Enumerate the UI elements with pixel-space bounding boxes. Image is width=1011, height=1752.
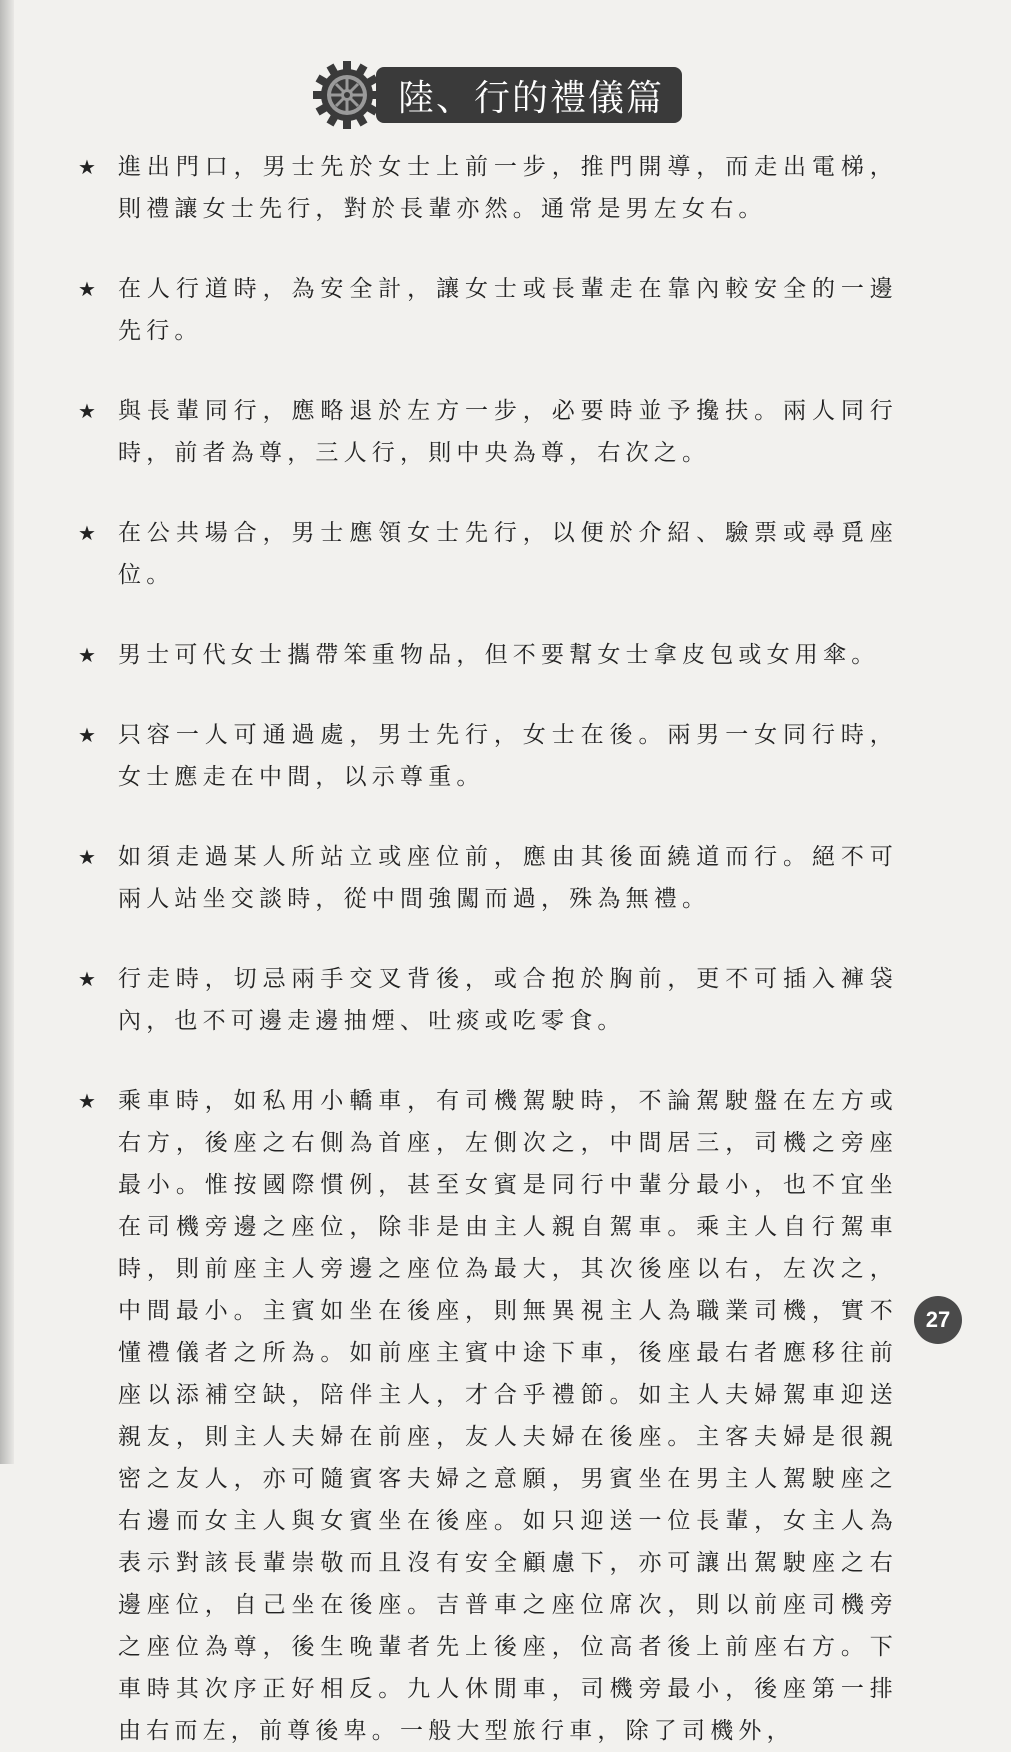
list-item <box>78 146 898 230</box>
star-icon: ★ <box>78 643 96 667</box>
list-item-text: 乘車時，如私用小轎車，有司機駕駛時，不論駕駛盤在左方或右方，後座之右側為首座，左側次之，中間居三，司機之旁座最小。惟按國際慣例，甚至女賓是同行中輩分最小，也不宜坐在司機旁邊之座位，除非是由主人親自駕車。乘主人自行駕車時，則前座主人旁邊之座位為最大，其次後座以右，左次之，中間最小。主賓如坐在後座，則無異視主人為職業司機，實不懂禮儀者之所為。如前座主賓中途下車，後座最右者應移往前座以添補空缺，陪伴主人，才合乎禮節。如主人夫婦駕車迎送親友，則主人夫婦在前座，友人夫婦在後座。主客夫婦是很親密之友人，亦可隨賓客夫婦之意願，男賓坐在男主人駕駛座之右邊而女主人與女賓坐在後座。如只迎送一位長輩，女主人為表示對該長輩崇敬而且沒有安全顧慮下，亦可讓出駕駛座之右邊座位，自己坐在後座。吉普車之座位席次，則以前座司機旁之座位為尊，後生晚輩者先上後座，位高者後上前座右方。下車時其次序正好相反。九人休閒車，司機旁最小，後座第一排由右而左，前尊後卑。一般大型旅行車，除了司機外， <box>118 1088 898 1744</box>
star-icon: ★ <box>78 845 96 869</box>
list-item-text: 行走時，切忌兩手交叉背後，或合抱於胸前，更不可插入褲袋內，也不可邊走邊抽煙、吐痰或吃零食。 <box>118 966 898 1034</box>
list-item-text: 與長輩同行，應略退於左方一步，必要時並予攙扶。兩人同行時，前者為尊，三人行，則中央為尊，右次之。 <box>118 398 898 466</box>
list-item-text: 在公共場合，男士應領女士先行，以便於介紹、驗票或尋覓座位。 <box>118 520 898 588</box>
list-item-text: 只容一人可通過處，男士先行，女士在後。兩男一女同行時，女士應走在中間，以示尊重。 <box>118 722 898 790</box>
star-icon: ★ <box>78 399 96 423</box>
star-icon: ★ <box>78 277 96 301</box>
list-item-text: 如須走過某人所站立或座位前，應由其後面繞道而行。絕不可兩人站坐交談時，從中間強闖而過，殊為無禮。 <box>118 844 898 912</box>
list-item <box>78 1080 898 1752</box>
star-icon: ★ <box>78 723 96 747</box>
section-header <box>312 60 682 130</box>
page-number-badge: 27 <box>914 1296 962 1344</box>
list-item <box>78 836 898 920</box>
star-icon: ★ <box>78 521 96 545</box>
star-icon: ★ <box>78 1089 96 1113</box>
title-box <box>376 67 682 123</box>
page-title: 陸、行的禮儀篇 <box>398 77 665 119</box>
list-item <box>78 958 898 1042</box>
rotary-gear-icon <box>312 60 382 130</box>
list-item <box>78 634 898 676</box>
list-item <box>78 714 898 798</box>
list-item <box>78 268 898 352</box>
star-icon: ★ <box>78 967 96 991</box>
list-item-text: 在人行道時，為安全計，讓女士或長輩走在靠內較安全的一邊先行。 <box>118 276 898 344</box>
list-item-text: 男士可代女士攜帶笨重物品，但不要幫女士拿皮包或女用傘。 <box>118 642 880 668</box>
list-item <box>78 390 898 474</box>
page-edge-shadow <box>0 0 14 1464</box>
list-item-text: 進出門口，男士先於女士上前一步，推門開導，而走出電梯，則禮讓女士先行，對於長輩亦然。通常是男左女右。 <box>118 154 898 222</box>
list-item <box>78 512 898 596</box>
etiquette-list <box>78 146 898 1752</box>
star-icon: ★ <box>78 155 96 179</box>
